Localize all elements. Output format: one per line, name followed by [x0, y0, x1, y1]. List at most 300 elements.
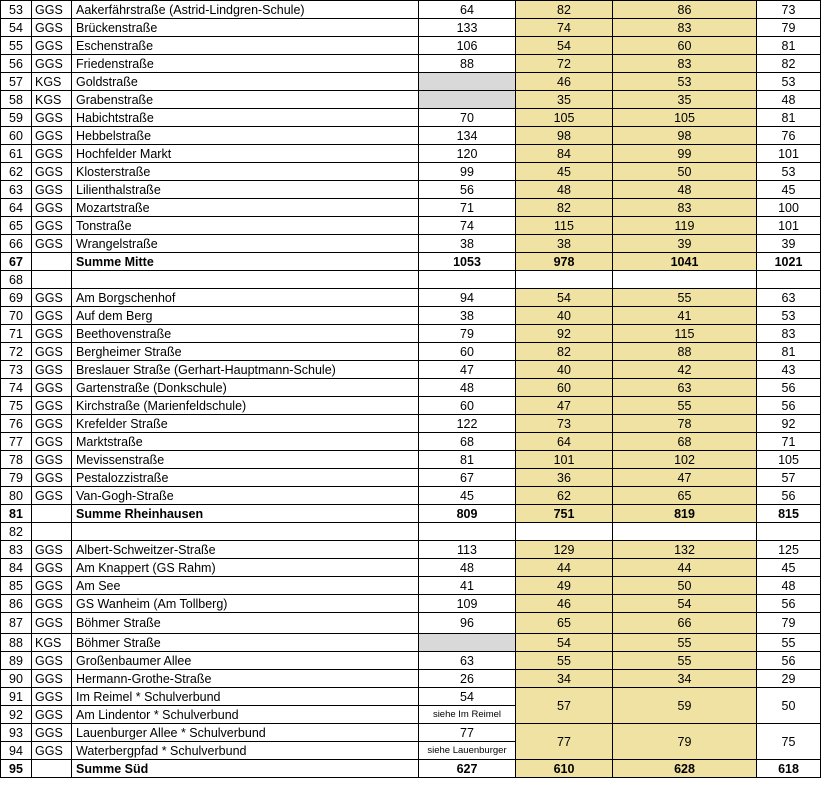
- value-d: 56: [757, 652, 821, 670]
- value-c: 47: [613, 469, 757, 487]
- school-type: GGS: [32, 307, 72, 325]
- value-d: 56: [757, 397, 821, 415]
- value-b: [516, 523, 613, 541]
- value-b: 40: [516, 307, 613, 325]
- value-c: 50: [613, 577, 757, 595]
- value-d: 100: [757, 199, 821, 217]
- row-number: 59: [1, 109, 32, 127]
- value-c: 98: [613, 127, 757, 145]
- value-a: 113: [419, 541, 516, 559]
- row-number: 74: [1, 379, 32, 397]
- school-name: Pestalozzistraße: [72, 469, 419, 487]
- table-row: [1, 595, 821, 613]
- value-a: 133: [419, 19, 516, 37]
- school-name: [72, 523, 419, 541]
- value-a: 99: [419, 163, 516, 181]
- value-a: [419, 634, 516, 652]
- school-name: Tonstraße: [72, 217, 419, 235]
- row-number: 85: [1, 577, 32, 595]
- value-c: 60: [613, 37, 757, 55]
- school-type: GGS: [32, 397, 72, 415]
- row-number: 78: [1, 451, 32, 469]
- value-b: 34: [516, 670, 613, 688]
- value-d: 92: [757, 415, 821, 433]
- school-name: Waterbergpfad * Schulverbund: [72, 742, 419, 760]
- school-type: GGS: [32, 559, 72, 577]
- table-row: [1, 217, 821, 235]
- row-number: 72: [1, 343, 32, 361]
- value-b: 62: [516, 487, 613, 505]
- value-a: 45: [419, 487, 516, 505]
- school-name: Mozartstraße: [72, 199, 419, 217]
- school-type: KGS: [32, 73, 72, 91]
- row-number: 67: [1, 253, 32, 271]
- table-row: [1, 199, 821, 217]
- school-type: GGS: [32, 235, 72, 253]
- value-d: 55: [757, 634, 821, 652]
- value-a: 48: [419, 379, 516, 397]
- row-number: 83: [1, 541, 32, 559]
- school-name: Beethovenstraße: [72, 325, 419, 343]
- school-name: Summe Mitte: [72, 253, 419, 271]
- value-d: 73: [757, 1, 821, 19]
- table-row: [1, 688, 821, 706]
- value-d: 53: [757, 307, 821, 325]
- value-b: 65: [516, 613, 613, 634]
- row-number: 80: [1, 487, 32, 505]
- school-type: GGS: [32, 19, 72, 37]
- table-row: [1, 577, 821, 595]
- value-c: 42: [613, 361, 757, 379]
- value-b: 751: [516, 505, 613, 523]
- value-d: 618: [757, 760, 821, 778]
- value-b: 72: [516, 55, 613, 73]
- reference-note: siehe Lauenburger: [419, 742, 516, 760]
- value-b: 45: [516, 163, 613, 181]
- value-a: 627: [419, 760, 516, 778]
- school-name: Breslauer Straße (Gerhart-Hauptmann-Schule): [72, 361, 419, 379]
- row-number: 62: [1, 163, 32, 181]
- row-number: 84: [1, 559, 32, 577]
- value-b: 115: [516, 217, 613, 235]
- school-name: Mevissenstraße: [72, 451, 419, 469]
- row-number: 93: [1, 724, 32, 742]
- school-type: GGS: [32, 37, 72, 55]
- row-number: 75: [1, 397, 32, 415]
- value-c: 88: [613, 343, 757, 361]
- school-type: GGS: [32, 379, 72, 397]
- table-row: [1, 127, 821, 145]
- school-type: GGS: [32, 199, 72, 217]
- school-type: GGS: [32, 433, 72, 451]
- school-type: [32, 253, 72, 271]
- value-d: 82: [757, 55, 821, 73]
- school-type: [32, 271, 72, 289]
- school-name: Am Borgschenhof: [72, 289, 419, 307]
- value-b: 47: [516, 397, 613, 415]
- row-number: 86: [1, 595, 32, 613]
- table-row: [1, 451, 821, 469]
- value-c: 115: [613, 325, 757, 343]
- value-a: 94: [419, 289, 516, 307]
- school-name: Bergheimer Straße: [72, 343, 419, 361]
- school-type: GGS: [32, 55, 72, 73]
- table-row: [1, 523, 821, 541]
- value-c: [613, 523, 757, 541]
- table-row: [1, 1, 821, 19]
- school-type: GGS: [32, 1, 72, 19]
- value-a: 81: [419, 451, 516, 469]
- value-c: 83: [613, 55, 757, 73]
- school-name: Am Knappert (GS Rahm): [72, 559, 419, 577]
- value-b: 54: [516, 634, 613, 652]
- value-b: 74: [516, 19, 613, 37]
- table-row: [1, 163, 821, 181]
- value-a: 122: [419, 415, 516, 433]
- value-d: [757, 271, 821, 289]
- school-name: Lauenburger Allee * Schulverbund: [72, 724, 419, 742]
- value-d: 63: [757, 289, 821, 307]
- value-d: 53: [757, 73, 821, 91]
- table-row: [1, 181, 821, 199]
- school-name: Lilienthalstraße: [72, 181, 419, 199]
- value-b: 610: [516, 760, 613, 778]
- value-a: 809: [419, 505, 516, 523]
- value-d: 48: [757, 91, 821, 109]
- value-b: 82: [516, 199, 613, 217]
- value-b: 49: [516, 577, 613, 595]
- value-b: 84: [516, 145, 613, 163]
- school-type: [32, 760, 72, 778]
- summary-row: [1, 505, 821, 523]
- value-a: 120: [419, 145, 516, 163]
- school-name: Eschenstraße: [72, 37, 419, 55]
- value-a: 56: [419, 181, 516, 199]
- value-a: 88: [419, 55, 516, 73]
- value-d: 56: [757, 487, 821, 505]
- row-number: 95: [1, 760, 32, 778]
- school-type: GGS: [32, 289, 72, 307]
- value-d: 53: [757, 163, 821, 181]
- table-row: [1, 145, 821, 163]
- school-name: Auf dem Berg: [72, 307, 419, 325]
- value-c: 34: [613, 670, 757, 688]
- value-c: 50: [613, 163, 757, 181]
- table-row: [1, 724, 821, 742]
- value-d: 815: [757, 505, 821, 523]
- value-c: 55: [613, 634, 757, 652]
- school-type: GGS: [32, 181, 72, 199]
- value-b: 55: [516, 652, 613, 670]
- summary-row: [1, 760, 821, 778]
- value-b: 36: [516, 469, 613, 487]
- value-c: 102: [613, 451, 757, 469]
- value-c: 53: [613, 73, 757, 91]
- value-c: 44: [613, 559, 757, 577]
- value-b: 101: [516, 451, 613, 469]
- value-a: 47: [419, 361, 516, 379]
- school-name: Wrangelstraße: [72, 235, 419, 253]
- school-name: Klosterstraße: [72, 163, 419, 181]
- value-a: 67: [419, 469, 516, 487]
- value-d: 83: [757, 325, 821, 343]
- value-a: 1053: [419, 253, 516, 271]
- table-row: [1, 541, 821, 559]
- school-type: KGS: [32, 91, 72, 109]
- school-name: Habichtstraße: [72, 109, 419, 127]
- value-b: 73: [516, 415, 613, 433]
- school-type: GGS: [32, 109, 72, 127]
- row-number: 57: [1, 73, 32, 91]
- table-row: [1, 343, 821, 361]
- row-number: 66: [1, 235, 32, 253]
- row-number: 94: [1, 742, 32, 760]
- table-row: [1, 109, 821, 127]
- table-row: [1, 361, 821, 379]
- value-c: 55: [613, 652, 757, 670]
- row-number: 68: [1, 271, 32, 289]
- value-d: 81: [757, 109, 821, 127]
- value-a: 48: [419, 559, 516, 577]
- value-a: 38: [419, 235, 516, 253]
- school-type: [32, 523, 72, 541]
- row-number: 53: [1, 1, 32, 19]
- school-name: GS Wanheim (Am Tollberg): [72, 595, 419, 613]
- row-number: 79: [1, 469, 32, 487]
- value-a: 38: [419, 307, 516, 325]
- school-type: GGS: [32, 163, 72, 181]
- school-type: [32, 505, 72, 523]
- table-row: [1, 325, 821, 343]
- value-d: 76: [757, 127, 821, 145]
- value-d: 125: [757, 541, 821, 559]
- value-d: 81: [757, 343, 821, 361]
- value-c: 79: [613, 724, 757, 760]
- value-a: 63: [419, 652, 516, 670]
- value-c: 39: [613, 235, 757, 253]
- value-c: 55: [613, 397, 757, 415]
- school-type: GGS: [32, 127, 72, 145]
- value-b: 57: [516, 688, 613, 724]
- value-b: 105: [516, 109, 613, 127]
- value-a: 106: [419, 37, 516, 55]
- school-type: GGS: [32, 577, 72, 595]
- school-name: Friedenstraße: [72, 55, 419, 73]
- row-number: 54: [1, 19, 32, 37]
- value-a: 64: [419, 1, 516, 19]
- value-a: 60: [419, 343, 516, 361]
- row-number: 76: [1, 415, 32, 433]
- value-b: 60: [516, 379, 613, 397]
- school-type: GGS: [32, 670, 72, 688]
- value-b: 64: [516, 433, 613, 451]
- value-c: [613, 271, 757, 289]
- row-number: 87: [1, 613, 32, 634]
- school-type: GGS: [32, 688, 72, 706]
- value-a: [419, 91, 516, 109]
- table-row: [1, 289, 821, 307]
- row-number: 69: [1, 289, 32, 307]
- table-row: [1, 670, 821, 688]
- school-name: Böhmer Straße: [72, 634, 419, 652]
- value-d: 75: [757, 724, 821, 760]
- table-row: [1, 55, 821, 73]
- value-c: 83: [613, 19, 757, 37]
- school-name: [72, 271, 419, 289]
- value-c: 1041: [613, 253, 757, 271]
- value-b: 98: [516, 127, 613, 145]
- value-d: 56: [757, 379, 821, 397]
- value-a: 68: [419, 433, 516, 451]
- value-d: 79: [757, 19, 821, 37]
- table-row: [1, 559, 821, 577]
- value-d: [757, 523, 821, 541]
- row-number: 61: [1, 145, 32, 163]
- value-d: 57: [757, 469, 821, 487]
- school-name: Am See: [72, 577, 419, 595]
- school-type: GGS: [32, 724, 72, 742]
- value-d: 79: [757, 613, 821, 634]
- school-type: GGS: [32, 415, 72, 433]
- value-b: 40: [516, 361, 613, 379]
- value-a: 109: [419, 595, 516, 613]
- summary-row: [1, 253, 821, 271]
- value-c: 83: [613, 199, 757, 217]
- school-type: GGS: [32, 595, 72, 613]
- reference-note: siehe Im Reimel: [419, 706, 516, 724]
- table-row: [1, 415, 821, 433]
- value-c: 105: [613, 109, 757, 127]
- table-row: [1, 652, 821, 670]
- row-number: 91: [1, 688, 32, 706]
- value-c: 35: [613, 91, 757, 109]
- row-number: 88: [1, 634, 32, 652]
- value-a: [419, 523, 516, 541]
- value-b: 77: [516, 724, 613, 760]
- value-d: 45: [757, 181, 821, 199]
- school-type: GGS: [32, 469, 72, 487]
- school-name: Im Reimel * Schulverbund: [72, 688, 419, 706]
- value-d: 56: [757, 595, 821, 613]
- value-a: 26: [419, 670, 516, 688]
- value-b: 38: [516, 235, 613, 253]
- value-a: [419, 271, 516, 289]
- school-type: KGS: [32, 634, 72, 652]
- value-d: 101: [757, 145, 821, 163]
- row-number: 89: [1, 652, 32, 670]
- table-row: [1, 397, 821, 415]
- row-number: 92: [1, 706, 32, 724]
- row-number: 63: [1, 181, 32, 199]
- table-row: [1, 19, 821, 37]
- row-number: 71: [1, 325, 32, 343]
- school-type: GGS: [32, 487, 72, 505]
- table-row: [1, 307, 821, 325]
- table-row: [1, 37, 821, 55]
- value-b: 978: [516, 253, 613, 271]
- value-b: 54: [516, 289, 613, 307]
- value-b: 92: [516, 325, 613, 343]
- school-name: Goldstraße: [72, 73, 419, 91]
- school-name: Böhmer Straße: [72, 613, 419, 634]
- value-b: 48: [516, 181, 613, 199]
- value-d: 1021: [757, 253, 821, 271]
- value-a: 74: [419, 217, 516, 235]
- row-number: 55: [1, 37, 32, 55]
- school-type: GGS: [32, 145, 72, 163]
- school-name: Am Lindentor * Schulverbund: [72, 706, 419, 724]
- value-a: 77: [419, 724, 516, 742]
- value-a: 70: [419, 109, 516, 127]
- value-d: 50: [757, 688, 821, 724]
- row-number: 60: [1, 127, 32, 145]
- value-c: 48: [613, 181, 757, 199]
- row-number: 73: [1, 361, 32, 379]
- value-d: 45: [757, 559, 821, 577]
- table-row: [1, 613, 821, 634]
- value-c: 63: [613, 379, 757, 397]
- school-type: GGS: [32, 361, 72, 379]
- value-c: 78: [613, 415, 757, 433]
- value-a: 54: [419, 688, 516, 706]
- value-d: 29: [757, 670, 821, 688]
- row-number: 64: [1, 199, 32, 217]
- school-name: Hermann-Grothe-Straße: [72, 670, 419, 688]
- table-row: [1, 235, 821, 253]
- value-d: 105: [757, 451, 821, 469]
- table-row: [1, 379, 821, 397]
- school-type: GGS: [32, 742, 72, 760]
- school-name: Albert-Schweitzer-Straße: [72, 541, 419, 559]
- value-a: 96: [419, 613, 516, 634]
- value-b: 129: [516, 541, 613, 559]
- value-d: 43: [757, 361, 821, 379]
- row-number: 70: [1, 307, 32, 325]
- value-b: 82: [516, 1, 613, 19]
- row-number: 77: [1, 433, 32, 451]
- table-row: [1, 634, 821, 652]
- value-a: [419, 73, 516, 91]
- value-d: 71: [757, 433, 821, 451]
- value-c: 54: [613, 595, 757, 613]
- school-type: GGS: [32, 613, 72, 634]
- value-c: 119: [613, 217, 757, 235]
- school-name: Van-Gogh-Straße: [72, 487, 419, 505]
- value-c: 68: [613, 433, 757, 451]
- value-c: 66: [613, 613, 757, 634]
- value-c: 628: [613, 760, 757, 778]
- value-a: 60: [419, 397, 516, 415]
- value-b: 44: [516, 559, 613, 577]
- school-type: GGS: [32, 217, 72, 235]
- school-name: Aakerfährstraße (Astrid-Lindgren-Schule): [72, 1, 419, 19]
- value-c: 132: [613, 541, 757, 559]
- value-b: 46: [516, 595, 613, 613]
- table-row: [1, 469, 821, 487]
- value-b: 35: [516, 91, 613, 109]
- table-row: [1, 73, 821, 91]
- school-name: Summe Rheinhausen: [72, 505, 419, 523]
- row-number: 58: [1, 91, 32, 109]
- school-name: Gartenstraße (Donkschule): [72, 379, 419, 397]
- value-c: 55: [613, 289, 757, 307]
- value-a: 41: [419, 577, 516, 595]
- value-b: 46: [516, 73, 613, 91]
- row-number: 81: [1, 505, 32, 523]
- value-c: 65: [613, 487, 757, 505]
- value-a: 71: [419, 199, 516, 217]
- school-name: Marktstraße: [72, 433, 419, 451]
